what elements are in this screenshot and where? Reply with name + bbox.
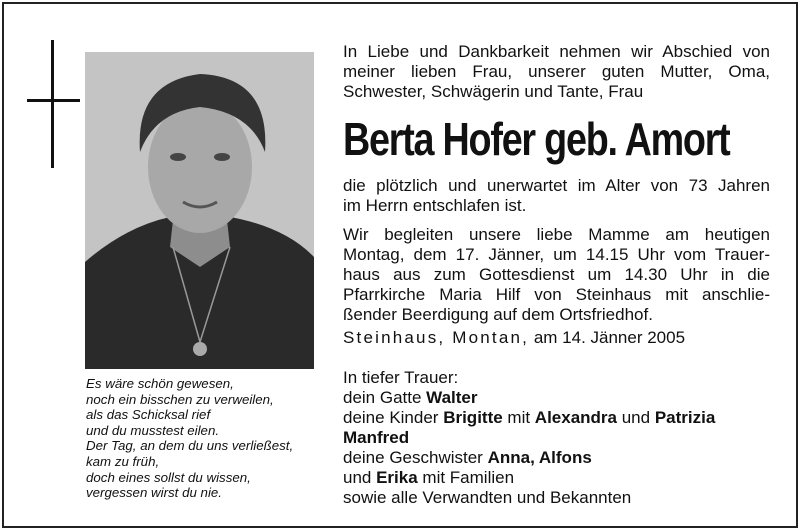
poem-line: als das Schicksal rief — [86, 407, 211, 423]
mourner-line — [343, 388, 770, 408]
poem-line: und du musstest eilen. — [86, 422, 220, 438]
funeral-line: haus aus zum Gottesdienst um 14.30 Uhr in die — [343, 265, 770, 284]
place: Steinhaus, Montan, — [343, 328, 530, 347]
mourner-name: Erika — [376, 468, 418, 487]
intro-line: meiner lieben Frau, unserer guten Mutter, Oma, — [343, 62, 770, 81]
deceased-name: Berta Hofer geb. Amort — [343, 113, 730, 165]
portrait-photo — [85, 52, 314, 369]
mourner-name: Anna, Alfons — [487, 448, 592, 467]
mourner-line: sowie alle Verwandten und Bekannten — [343, 488, 632, 507]
death-text — [343, 176, 770, 216]
poem-line: Der Tag, an dem du uns verließest, — [86, 438, 294, 454]
funeral-line: Montag, dem 17. Jänner, um 14.15 Uhr vom Trauer- — [343, 245, 770, 264]
mourner-name: Manfred — [343, 428, 410, 447]
mourner-line — [343, 408, 770, 428]
funeral-line: ßender Beerdigung auf dem Ortsfriedhof. — [343, 305, 653, 324]
funeral-line: Pfarrkirche Maria Hilf von Steinhaus mit anschlie- — [343, 285, 770, 304]
text: mit — [502, 408, 535, 427]
text: mit Familien — [417, 468, 515, 487]
intro-text — [343, 42, 770, 102]
mourner-line — [343, 428, 770, 448]
death-line: die plötzlich und unerwartet im Alter von 73 Jahren — [343, 176, 770, 195]
poem-line: doch eines sollst du wissen, — [86, 469, 251, 485]
mourner-line — [343, 468, 770, 488]
mourner-name: Brigitte — [443, 408, 503, 427]
intro-line: In Liebe und Dankbarkeit nehmen wir Abschied von — [343, 42, 770, 61]
mourner-name: Walter — [426, 388, 478, 407]
text: deine Geschwister — [343, 448, 488, 467]
text: und — [617, 408, 655, 427]
memorial-poem — [86, 376, 326, 501]
poem-line: Es wäre schön gewesen, — [86, 376, 234, 391]
funeral-line: Wir begleiten unsere liebe Mamme am heutigen — [343, 225, 770, 244]
place-date — [343, 328, 770, 348]
poem-line: vergessen wirst du nie. — [86, 485, 222, 501]
text: dein Gatte — [343, 388, 427, 407]
mourners — [343, 368, 770, 508]
poem-line: kam zu früh, — [86, 453, 160, 469]
mourner-name: Patrizia — [654, 408, 716, 427]
funeral-text — [343, 225, 770, 325]
mourners-heading: In tiefer Trauer: — [343, 368, 459, 387]
death-line: im Herrn entschlafen ist. — [343, 196, 527, 215]
text: und — [343, 468, 377, 487]
intro-line: Schwester, Schwägerin und Tante, Frau — [343, 82, 644, 101]
mourner-name: Alexandra — [534, 408, 617, 427]
date: am 14. Jänner 2005 — [529, 328, 686, 347]
mourner-line — [343, 448, 770, 468]
text: deine Kinder — [343, 408, 444, 427]
poem-line: noch ein bisschen zu verweilen, — [86, 391, 274, 407]
